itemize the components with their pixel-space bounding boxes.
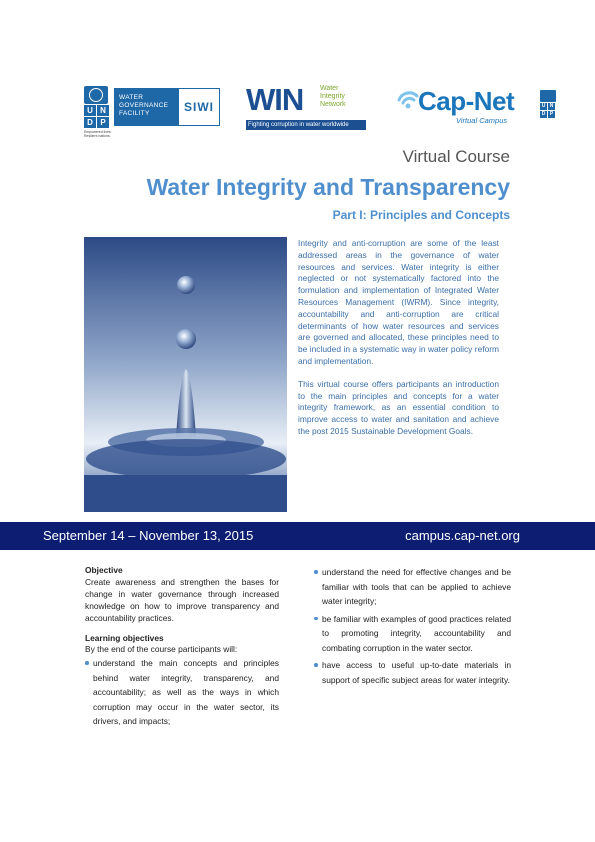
list-item xyxy=(314,658,511,687)
list-item-text: understand the need for effective changes and be familiar with tools that can be applied to achieve water integrity; xyxy=(322,567,511,606)
list-item xyxy=(314,612,511,656)
course-type: Virtual Course xyxy=(402,147,510,166)
capnet-wordmark: Cap-Net xyxy=(418,86,515,116)
list-item-text: understand the main concepts and principles behind water integrity, transparency, and accountability; as well as the ways in which corruption may occur in the water sector, its drivers, and impacts; xyxy=(93,658,279,727)
wgf-line: FACILITY xyxy=(119,110,150,117)
undp-logo-small xyxy=(540,90,558,118)
undp-letter: D xyxy=(541,111,546,117)
right-column xyxy=(314,565,511,690)
capnet-subtitle: Virtual Campus xyxy=(456,116,508,125)
objective-text: Create awareness and strengthen the bases for change in water governance through increased knowledge on how to improve transparency and accountability practices. xyxy=(85,576,279,623)
water-drop-photo xyxy=(84,237,287,512)
intro-paragraph: This virtual course offers participants an introduction to the main principles and concepts for a water integrity framework, as an essential condition to improve access to water and sanitation and achieve the post 2015 Sustainable Development Goals. xyxy=(298,378,499,436)
un-emblem-icon xyxy=(84,86,108,104)
bullet-icon xyxy=(85,661,89,665)
intro-paragraph: Integrity and anti-corruption are some of the least addressed areas in the governance of water resources and services. Water integrity is either neglected or not systematically factored into the formulation and implementation of Integrated Water Resources Management (IWRM). Since integrity, accountability and anti-corruption are critical determinants of how water resources and services are governed and allocated, these principles need to be included in a systematic way in water policy reform and implementation. xyxy=(298,238,499,366)
left-column xyxy=(85,565,279,732)
course-dates-banner xyxy=(0,522,595,550)
list-item xyxy=(85,656,279,729)
learning-objectives-list xyxy=(85,656,279,729)
website-link[interactable]: campus.cap-net.org xyxy=(405,528,520,543)
part-subtitle: Part I: Principles and Concepts xyxy=(332,208,510,222)
logo-strip xyxy=(84,82,562,138)
bullet-icon xyxy=(314,663,318,667)
learning-objectives-heading: Learning objectives xyxy=(85,632,164,643)
list-item xyxy=(314,565,511,609)
wifi-icon xyxy=(396,88,420,112)
wgf-line: WATER xyxy=(119,94,144,101)
learning-objectives-list-continued xyxy=(314,565,511,687)
objective-heading: Objective xyxy=(85,565,123,575)
win-sub-line: Network xyxy=(320,101,346,108)
undp-letter: P xyxy=(97,117,109,128)
bullet-icon xyxy=(314,617,318,621)
undp-tagline: Empowered lives. Resilient nations. xyxy=(84,130,112,138)
undp-letter: D xyxy=(84,117,96,128)
undp-letter: N xyxy=(549,103,554,109)
water-governance-facility-logo xyxy=(114,88,220,126)
win-sub-line: Water xyxy=(320,85,339,92)
undp-letter: U xyxy=(84,105,96,116)
bullet-icon xyxy=(314,570,318,574)
undp-letter: U xyxy=(541,103,546,109)
win-sub-line: Integrity xyxy=(320,93,345,100)
un-emblem-icon xyxy=(540,90,556,102)
win-logo xyxy=(246,84,366,132)
win-tagline: Fighting corruption in water worldwide xyxy=(246,120,366,130)
learning-objectives-lead: By the end of the course participants will: xyxy=(85,644,238,655)
course-dates: September 14 – November 13, 2015 xyxy=(43,528,254,543)
wgf-line: GOVERNANCE xyxy=(119,102,169,109)
undp-logo xyxy=(84,86,114,138)
siwi-logo: SIWI xyxy=(184,100,214,114)
undp-letter: P xyxy=(549,111,554,117)
capnet-logo xyxy=(396,88,556,128)
intro-text xyxy=(298,238,499,449)
undp-letter: N xyxy=(97,105,109,116)
win-wordmark: WIN xyxy=(246,82,304,117)
list-item-text: have access to useful up-to-date materials in support of specific subject areas for water integrity. xyxy=(322,660,511,685)
page-title: Water Integrity and Transparency xyxy=(146,174,510,200)
list-item-text: be familiar with examples of good practices related to promoting integrity, accountability and combating corruption in the water sector. xyxy=(322,613,511,653)
